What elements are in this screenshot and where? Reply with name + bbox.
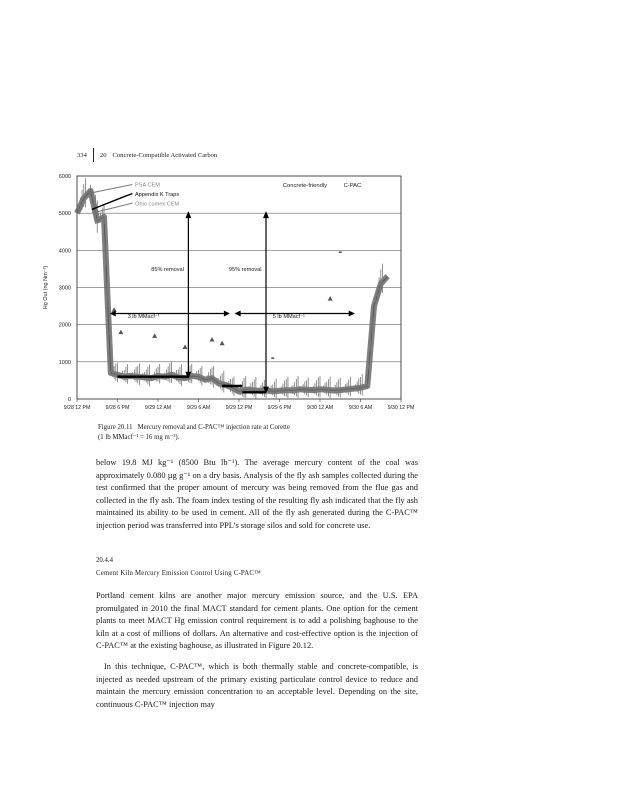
paragraph-text: Portland cement kilns are another major mercury emission source, and the U.S. EPA promulgated in 2010 the final MACT standard for cement plants. One option for the cement plants to meet MACT Hg emission control requirement is to add a polishing baghouse to the kiln at a cost of millions of dollars. An alternative and cost-effective option is the injection of C-PAC™ at the existing baghouse, as illustrated in Figure 20.12.: [96, 591, 418, 651]
y-tick-label: 1000: [58, 359, 71, 366]
series-psa-cem-line: [77, 191, 388, 392]
y-tick-label: 6000: [58, 174, 71, 180]
page-number: 334: [77, 151, 87, 159]
plot-area: [43, 174, 414, 411]
x-tick-label: 9/28 12 PM: [63, 405, 91, 411]
paragraph-text: In this technique, C-PAC™, which is both thermally stable and concrete-compatible, is injected as needed upstream of the primary existing particulate control device to reduce and maintain the mercury emission concentration to an acceptable level. Depending on the site, continuous C-PAC™ injection may: [96, 662, 418, 709]
appendix-k-trap-point: [210, 337, 215, 342]
caption-label: Figure 20.11: [98, 424, 133, 431]
appendix-k-trap-point: [328, 296, 333, 301]
ohio-lumex-point: [339, 251, 342, 252]
y-tick-label: 5000: [58, 211, 71, 218]
x-tick-label: 9/30 12 AM: [306, 405, 334, 411]
x-tick-label: 9/30 12 PM: [387, 405, 415, 411]
removal-arrow-95-head-up: [263, 211, 269, 218]
header-divider: [93, 148, 94, 162]
section-number: 20.4.4: [96, 557, 113, 564]
chapter-title: Concrete-Compatible Activated Carbon: [112, 151, 218, 159]
legend-appendix-k-traps: Appendix K Traps: [135, 192, 180, 199]
legend-appendix-pointer: [92, 193, 133, 209]
legend-psa-pointer: [92, 185, 133, 193]
figure-caption: [98, 423, 398, 443]
mercury-removal-chart: [0, 168, 618, 418]
chapter-number: 20: [99, 151, 107, 159]
caption-text: Mercury removal and C-PAC™ injection rate at Corette: [137, 424, 290, 431]
y-tick-label: 2000: [58, 322, 71, 329]
series-psa-cem-band: [77, 191, 388, 392]
section-title: Cement Kiln Mercury Emission Control Using C-PAC™: [96, 570, 261, 577]
appendix-k-trap-point: [152, 333, 157, 338]
caption-note: (1 lb MMacf⁻¹ = 16 mg m⁻³).: [98, 434, 180, 441]
annotation-rate-5lb: 5 lb MMacf⁻¹: [272, 313, 305, 320]
annotation-95-removal: 95% removal: [228, 266, 262, 273]
y-tick-label: 4000: [58, 248, 71, 255]
legend-psa-cem: PSA CEM: [135, 182, 160, 189]
appendix-k-trap-point: [220, 341, 225, 346]
ohio-lumex-point: [271, 357, 274, 358]
rate-arrow-3lb-head-right: [224, 311, 230, 317]
y-tick-label: 3000: [58, 285, 71, 292]
annotation-rate-3lb: 3 lb MMacf⁻¹: [127, 313, 160, 320]
y-tick-label: 0: [67, 397, 71, 403]
legend-ohio-pointer: [92, 203, 133, 213]
appendix-k-trap-point: [118, 330, 123, 335]
removal-arrow-85-head-up: [185, 211, 191, 218]
body-paragraph-2: [96, 590, 418, 653]
x-tick-label: 9/29 6 AM: [186, 405, 211, 411]
x-tick-label: 9/30 6 AM: [348, 405, 373, 411]
annotation-85-removal: 85% removal: [151, 266, 184, 273]
appendix-k-trap-point: [183, 344, 188, 349]
rate-arrow-5lb-head-left: [235, 311, 241, 317]
running-header: [77, 148, 217, 162]
body-paragraph-1: [96, 457, 418, 533]
body-paragraph-3: [96, 661, 418, 711]
paragraph-text: below 19.8 MJ kg⁻¹ (8500 Btu lb⁻¹). The average mercury content of the coal was approximately 0.080 µg g⁻¹ on a dry basis. Analysis of the fly ash samples collected during the test confirmed that the proper amount of mercury was being removed from the flue gas and collected in the fly ash. The foam index testing of the resulting fly ash indicated that the fly ash maintained its ability to be used in cement. All of the fly ash generated during the C-PAC™ injection period was transferred into PPL’s storage silos and sold for concrete use.: [96, 458, 418, 530]
x-tick-label: 9/29 6 PM: [267, 405, 292, 411]
x-tick-label: 9/28 6 PM: [105, 405, 130, 411]
appendix-k-trap-point: [112, 307, 117, 312]
x-tick-label: 9/29 12 AM: [144, 405, 172, 411]
annotation-concrete-friendly: Concrete-friendly: [282, 183, 328, 190]
y-axis-label: Hg Out (ng Nm⁻³): [43, 265, 49, 310]
annotation-c-pac: C-PAC: [343, 183, 362, 190]
legend-ohio-lumex: Ohio Lumex CEM: [135, 201, 180, 208]
x-tick-label: 9/29 12 PM: [225, 405, 253, 411]
rate-arrow-5lb-head-right: [349, 311, 355, 317]
